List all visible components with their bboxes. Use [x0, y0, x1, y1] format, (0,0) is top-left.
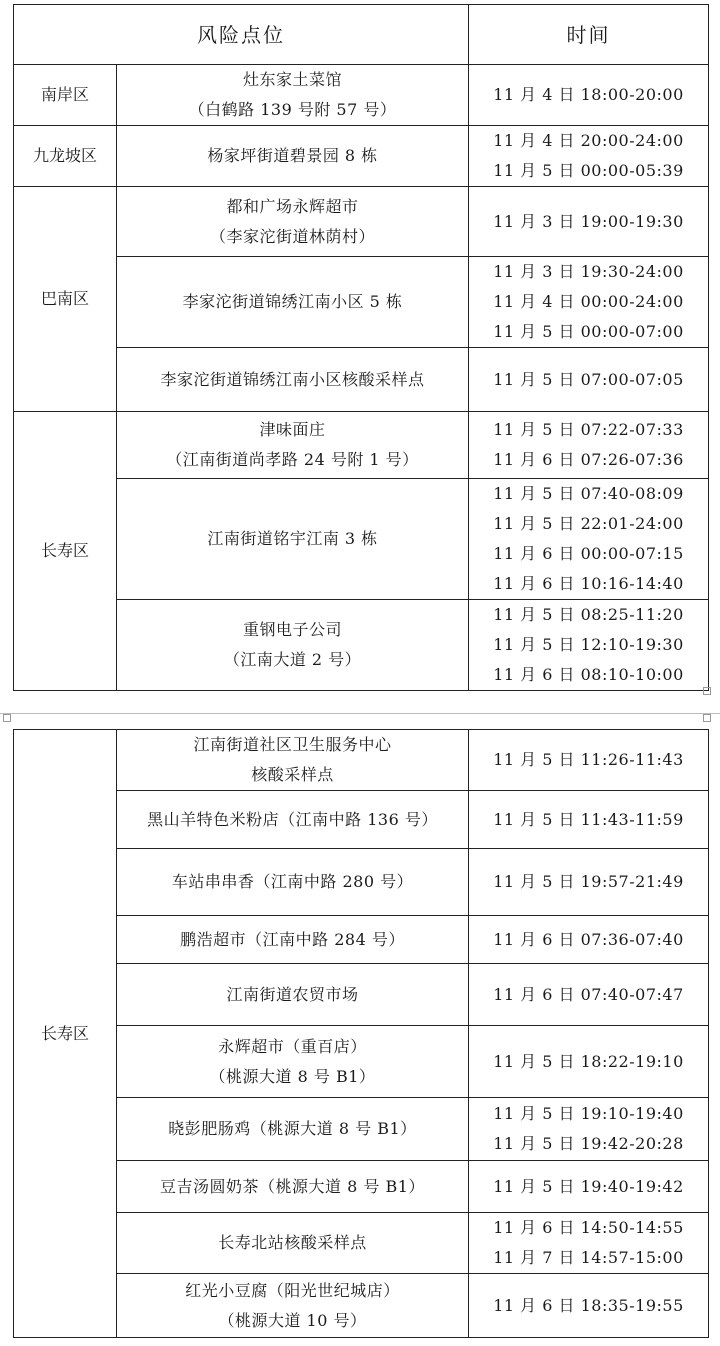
header-time: 时间 — [469, 5, 709, 65]
table-row — [14, 1274, 709, 1338]
location-line: 车站串串香（江南中路 280 号） — [171, 872, 414, 891]
page-corner-mark — [703, 687, 711, 695]
location-cell — [117, 791, 469, 849]
time-cell — [469, 849, 709, 916]
location-line: （李家沱街道林荫村） — [209, 226, 375, 246]
location-line: 豆吉汤圆奶茶（桃源大道 8 号 B1） — [160, 1176, 425, 1196]
location-cell — [117, 730, 469, 791]
time-line: 11 月 5 日 00:00-05:39 — [493, 161, 684, 180]
location-cell — [117, 1213, 469, 1274]
location-line: 都和广场永辉超市 — [226, 196, 359, 216]
table-row — [14, 348, 709, 412]
time-line: 11 月 6 日 07:26-07:36 — [493, 450, 684, 469]
page-corner-mark — [703, 714, 711, 722]
location-line: （江南大道 2 号） — [223, 650, 362, 669]
location-line: 黑山羊特色米粉店（江南中路 136 号） — [147, 809, 438, 829]
time-line: 11 月 5 日 11:26-11:43 — [493, 750, 684, 769]
time-cell — [469, 479, 709, 600]
location-line: （江南街道尚孝路 24 号附 1 号） — [166, 450, 419, 469]
page-break-line — [0, 713, 720, 714]
table-row — [14, 791, 709, 849]
table-row — [14, 1161, 709, 1213]
location-cell — [117, 964, 469, 1026]
page-corner-mark — [3, 714, 11, 722]
location-cell — [117, 187, 469, 257]
time-line: 11 月 4 日 18:00-20:00 — [493, 85, 684, 104]
location-cell — [117, 1161, 469, 1213]
location-line: 永辉超市（重百店） — [218, 1036, 367, 1056]
time-line: 11 月 6 日 18:35-19:55 — [493, 1295, 684, 1315]
table-row — [14, 1026, 709, 1098]
location-line: 晓彭肥肠鸡（桃源大道 8 号 B1） — [168, 1119, 417, 1138]
time-cell — [469, 126, 709, 187]
time-line: 11 月 3 日 19:30-24:00 — [493, 262, 684, 281]
location-line: （桃源大道 10 号） — [218, 1310, 367, 1330]
district-cell: 九龙坡区 — [14, 126, 117, 187]
time-line: 11 月 5 日 19:40-19:42 — [493, 1176, 684, 1196]
time-line: 11 月 5 日 12:10-19:30 — [493, 635, 684, 654]
location-cell — [117, 1026, 469, 1098]
location-line: （白鹤路 139 号附 57 号） — [188, 100, 397, 119]
district-cell: 南岸区 — [14, 65, 117, 126]
time-line: 11 月 5 日 11:43-11:59 — [493, 809, 684, 829]
time-line: 11 月 3 日 19:00-19:30 — [493, 211, 684, 231]
time-line: 11 月 4 日 20:00-24:00 — [493, 131, 684, 150]
table-row — [14, 964, 709, 1026]
time-cell — [469, 1098, 709, 1161]
time-cell — [469, 791, 709, 849]
header-location: 风险点位 — [14, 5, 469, 65]
time-cell — [469, 412, 709, 479]
time-cell — [469, 348, 709, 412]
time-cell — [469, 187, 709, 257]
table-row — [14, 730, 709, 791]
table-row — [14, 257, 709, 348]
location-cell — [117, 916, 469, 964]
location-cell — [117, 126, 469, 187]
location-line: 灶东家土菜馆 — [242, 70, 342, 89]
table-row — [14, 1098, 709, 1161]
location-line: 红光小豆腐（阳光世纪城店） — [185, 1280, 400, 1300]
location-line: 杨家坪街道碧景园 8 栋 — [207, 146, 378, 165]
location-line: 江南街道农贸市场 — [226, 984, 359, 1004]
location-cell — [117, 1098, 469, 1161]
location-cell — [117, 412, 469, 479]
time-cell — [469, 1213, 709, 1274]
location-cell — [117, 1274, 469, 1338]
time-cell — [469, 916, 709, 964]
time-line: 11 月 6 日 07:40-07:47 — [493, 984, 684, 1004]
time-cell — [469, 1026, 709, 1098]
district-cell: 长寿区 — [14, 412, 117, 691]
time-cell — [469, 1161, 709, 1213]
table-row — [14, 65, 709, 126]
time-line: 11 月 5 日 07:22-07:33 — [493, 420, 684, 439]
time-cell — [469, 65, 709, 126]
time-line: 11 月 4 日 00:00-24:00 — [493, 292, 684, 311]
time-line: 11 月 6 日 08:10-10:00 — [493, 665, 684, 684]
location-cell — [117, 849, 469, 916]
table-row — [14, 916, 709, 964]
table-row — [14, 126, 709, 187]
risk-table-page-1 — [13, 4, 709, 691]
location-line: 江南街道铭宇江南 3 栋 — [207, 529, 378, 548]
time-line: 11 月 5 日 19:42-20:28 — [493, 1134, 684, 1153]
location-line: 江南街道社区卫生服务中心 — [193, 735, 392, 754]
location-cell — [117, 348, 469, 412]
risk-table-page-2 — [13, 729, 709, 1338]
time-cell — [469, 257, 709, 348]
time-line: 11 月 6 日 10:16-14:40 — [493, 574, 684, 593]
time-line: 11 月 5 日 19:57-21:49 — [493, 872, 684, 891]
location-cell — [117, 257, 469, 348]
location-line: 李家沱街道锦绣江南小区核酸采样点 — [160, 369, 425, 389]
time-cell — [469, 964, 709, 1026]
time-line: 11 月 6 日 00:00-07:15 — [493, 544, 684, 563]
time-cell — [469, 1274, 709, 1338]
location-line: 核酸采样点 — [251, 765, 334, 784]
location-line: 长寿北站核酸采样点 — [218, 1233, 367, 1252]
time-line: 11 月 5 日 08:25-11:20 — [493, 605, 684, 624]
time-line: 11 月 5 日 18:22-19:10 — [493, 1051, 684, 1071]
time-line: 11 月 5 日 00:00-07:00 — [493, 322, 684, 341]
district-cell: 巴南区 — [14, 187, 117, 412]
district-cell: 长寿区 — [14, 730, 117, 1338]
time-cell — [469, 600, 709, 691]
time-line: 11 月 6 日 14:50-14:55 — [493, 1218, 684, 1237]
location-line: 鹏浩超市（江南中路 284 号） — [180, 929, 405, 949]
location-cell — [117, 479, 469, 600]
time-line: 11 月 5 日 07:00-07:05 — [493, 369, 684, 389]
location-line: 重钢电子公司 — [242, 620, 342, 639]
time-line: 11 月 5 日 19:10-19:40 — [493, 1104, 684, 1123]
time-line: 11 月 5 日 07:40-08:09 — [493, 484, 684, 503]
time-line: 11 月 7 日 14:57-15:00 — [493, 1248, 684, 1267]
table-row — [14, 600, 709, 691]
table-row — [14, 1213, 709, 1274]
table-row — [14, 187, 709, 257]
location-line: （桃源大道 8 号 B1） — [209, 1066, 376, 1086]
location-line: 李家沱街道锦绣江南小区 5 栋 — [182, 292, 403, 311]
table-row — [14, 412, 709, 479]
time-line: 11 月 5 日 22:01-24:00 — [493, 514, 684, 533]
location-cell — [117, 600, 469, 691]
table-row — [14, 479, 709, 600]
time-line: 11 月 6 日 07:36-07:40 — [493, 929, 684, 949]
location-line: 津味面庄 — [259, 420, 326, 439]
time-cell — [469, 730, 709, 791]
table-row — [14, 849, 709, 916]
location-cell — [117, 65, 469, 126]
